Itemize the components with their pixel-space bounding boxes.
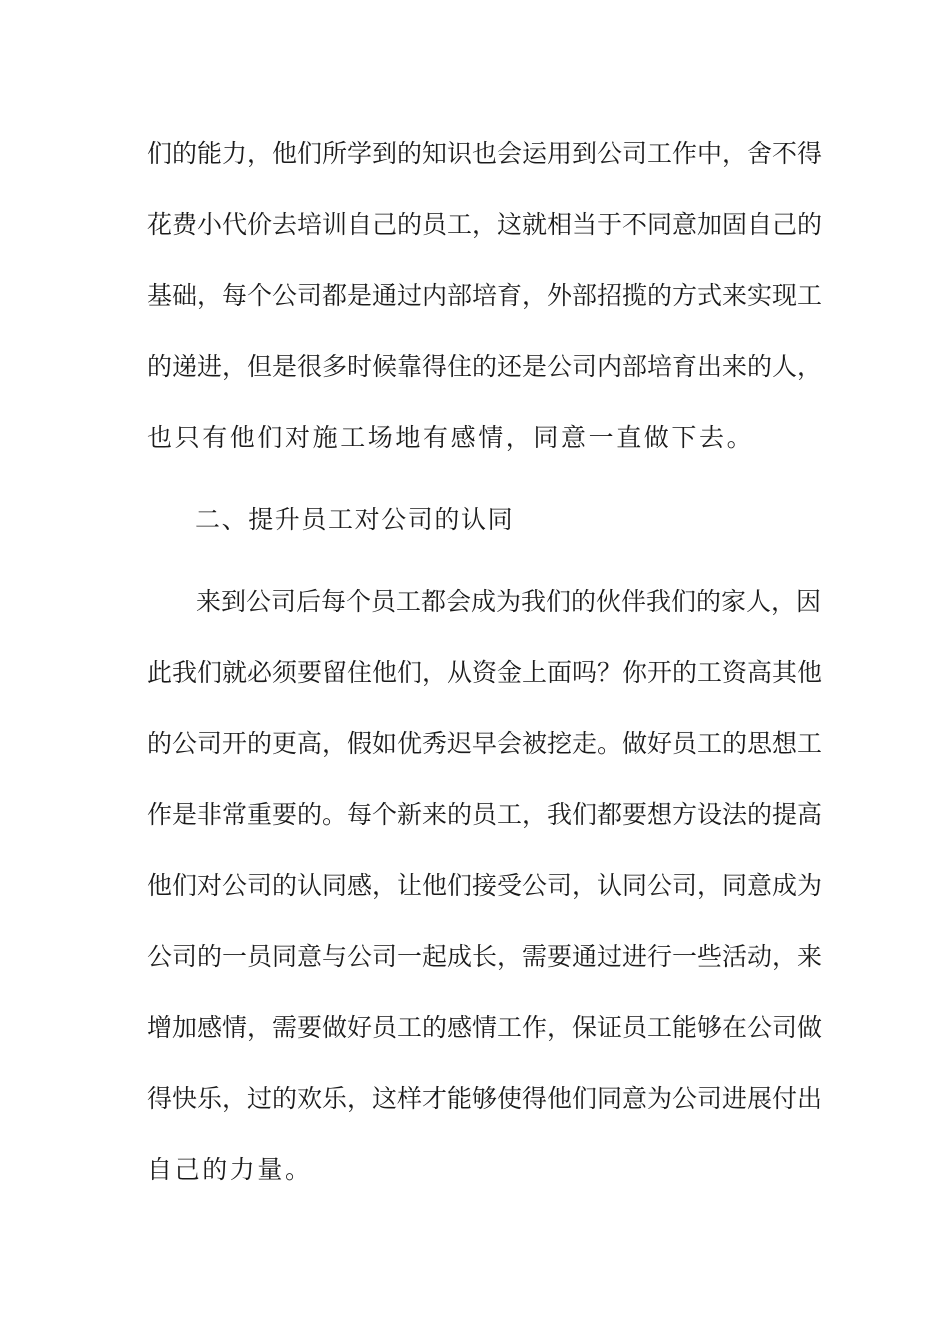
paragraph-line: 基础，每个公司都是通过内部培育，外部招揽的方式来实现工: [147, 281, 823, 310]
paragraph-line: 作是非常重要的。每个新来的员工，我们都要想方设法的提高: [147, 800, 823, 829]
paragraph-line: 自己的力量。: [147, 1155, 313, 1184]
paragraph-line: 他们对公司的认同感，让他们接受公司，认同公司，同意成为: [147, 871, 823, 900]
paragraph-line: 也只有他们对施工场地有感情，同意一直做下去。: [147, 423, 755, 452]
paragraph-line: 的递进，但是很多时候靠得住的还是公司内部培育出来的人，: [147, 352, 823, 381]
paragraph-line: 们的能力，他们所学到的知识也会运用到公司工作中，舍不得: [147, 139, 823, 168]
paragraph-line: 公司的一员同意与公司一起成长，需要通过进行一些活动，来: [147, 942, 823, 971]
paragraph-line: 此我们就必须要留住他们，从资金上面吗？你开的工资高其他: [147, 658, 823, 687]
paragraph-line: 花费小代价去培训自己的员工，这就相当于不同意加固自己的: [147, 210, 823, 239]
paragraph-line: 增加感情，需要做好员工的感情工作，保证员工能够在公司做: [147, 1013, 823, 1042]
section-heading: 二、提升员工对公司的认同: [195, 505, 515, 534]
paragraph-line: 得快乐，过的欢乐，这样才能够使得他们同意为公司进展付出: [147, 1084, 823, 1113]
paragraph-line: 的公司开的更高，假如优秀迟早会被挖走。做好员工的思想工: [147, 729, 823, 758]
paragraph-line: 来到公司后每个员工都会成为我们的伙伴我们的家人，因: [196, 587, 822, 616]
